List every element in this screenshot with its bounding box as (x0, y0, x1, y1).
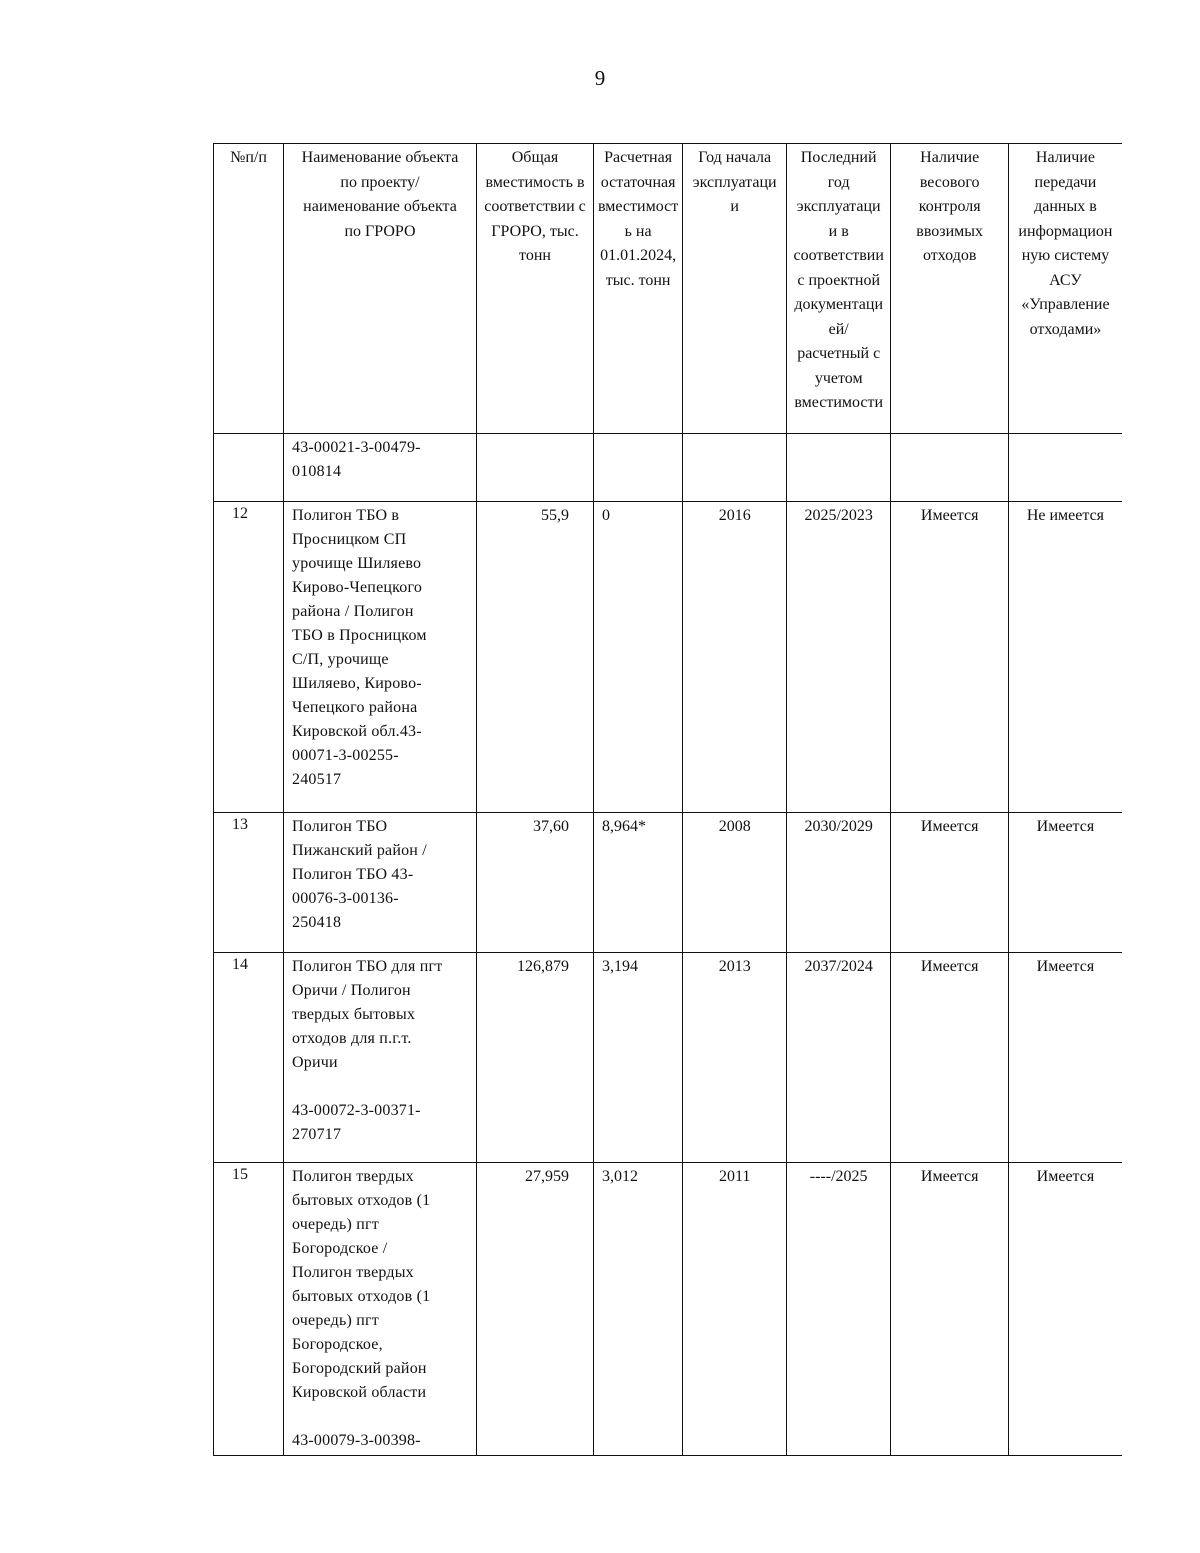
header-weight-control: Наличие весового контроля ввозимых отходов (891, 144, 1009, 434)
table-row (214, 502, 1122, 813)
header-data-transfer: Наличие передачи данных в информацион ную систему АСУ «Управление отходами» (1009, 144, 1122, 434)
row-object-name: Полигон ТБО для пгт Оричи / Полигон твердых бытовых отходов для п.г.т. Оричи 43-00072-3-00371- 270717 (284, 953, 477, 1163)
row-data-transfer: Имеется (1009, 953, 1122, 1163)
row-total-capacity (477, 434, 594, 502)
row-weight-control: Имеется (891, 1163, 1009, 1456)
table-row (214, 953, 1122, 1163)
row-number: 14 (214, 953, 284, 1163)
row-total-capacity: 55,9 (477, 502, 594, 813)
header-last-year: Последний год эксплуатаци и в соответствии с проектной документаци ей/ расчетный с учетом вместимости (787, 144, 891, 434)
row-start-year: 2016 (683, 502, 787, 813)
row-last-year: 2025/2023 (787, 502, 891, 813)
row-number: 15 (214, 1163, 284, 1456)
header-total-capacity: Общая вместимость в соответствии с ГРОРО, тыс. тонн (477, 144, 594, 434)
row-weight-control: Имеется (891, 953, 1009, 1163)
row-start-year (683, 434, 787, 502)
row-object-name: Полигон твердых бытовых отходов (1 очередь) пгт Богородское / Полигон твердых бытовых отходов (1 очередь) пгт Богородское, Богородский район Кировской области 43-00079-3-00398- (284, 1163, 477, 1456)
header-number: №п/п (214, 144, 284, 434)
row-number (214, 434, 284, 502)
row-number: 13 (214, 813, 284, 953)
row-remaining-capacity (594, 434, 683, 502)
table-row (214, 1163, 1122, 1456)
row-remaining-capacity: 8,964* (594, 813, 683, 953)
table-row (214, 813, 1122, 953)
row-remaining-capacity: 3,012 (594, 1163, 683, 1456)
row-object-name: Полигон ТБО в Просницком СП урочище Шиляево Кирово-Чепецкого района / Полигон ТБО в Просницком С/П, урочище Шиляево, Кирово- Чепецкого района Кировской обл.43- 00071-3-00255- 240517 (284, 502, 477, 813)
row-weight-control: Имеется (891, 813, 1009, 953)
row-last-year: 2037/2024 (787, 953, 891, 1163)
row-data-transfer: Имеется (1009, 1163, 1122, 1456)
row-object-name: Полигон ТБО Пижанский район / Полигон ТБО 43- 00076-3-00136- 250418 (284, 813, 477, 953)
row-last-year: ----/2025 (787, 1163, 891, 1456)
row-total-capacity: 126,879 (477, 953, 594, 1163)
row-remaining-capacity: 3,194 (594, 953, 683, 1163)
row-total-capacity: 27,959 (477, 1163, 594, 1456)
row-data-transfer: Не имеется (1009, 502, 1122, 813)
row-weight-control (891, 434, 1009, 502)
table-row (214, 434, 1122, 502)
row-data-transfer (1009, 434, 1122, 502)
row-object-name: 43-00021-3-00479- 010814 (284, 434, 477, 502)
page-number: 9 (594, 66, 606, 90)
row-number: 12 (214, 502, 284, 813)
row-last-year: 2030/2029 (787, 813, 891, 953)
row-weight-control: Имеется (891, 502, 1009, 813)
table-header-row (214, 144, 1122, 434)
row-start-year: 2011 (683, 1163, 787, 1456)
row-total-capacity: 37,60 (477, 813, 594, 953)
row-data-transfer: Имеется (1009, 813, 1122, 953)
header-remaining-capacity: Расчетная остаточная вместимост ь на 01.01.2024, тыс. тонн (594, 144, 683, 434)
row-start-year: 2013 (683, 953, 787, 1163)
row-last-year (787, 434, 891, 502)
row-remaining-capacity: 0 (594, 502, 683, 813)
header-object-name: Наименование объекта по проекту/ наименование объекта по ГРОРО (284, 144, 477, 434)
landfill-registry-table (213, 143, 1122, 1456)
row-start-year: 2008 (683, 813, 787, 953)
header-start-year: Год начала эксплуатаци и (683, 144, 787, 434)
